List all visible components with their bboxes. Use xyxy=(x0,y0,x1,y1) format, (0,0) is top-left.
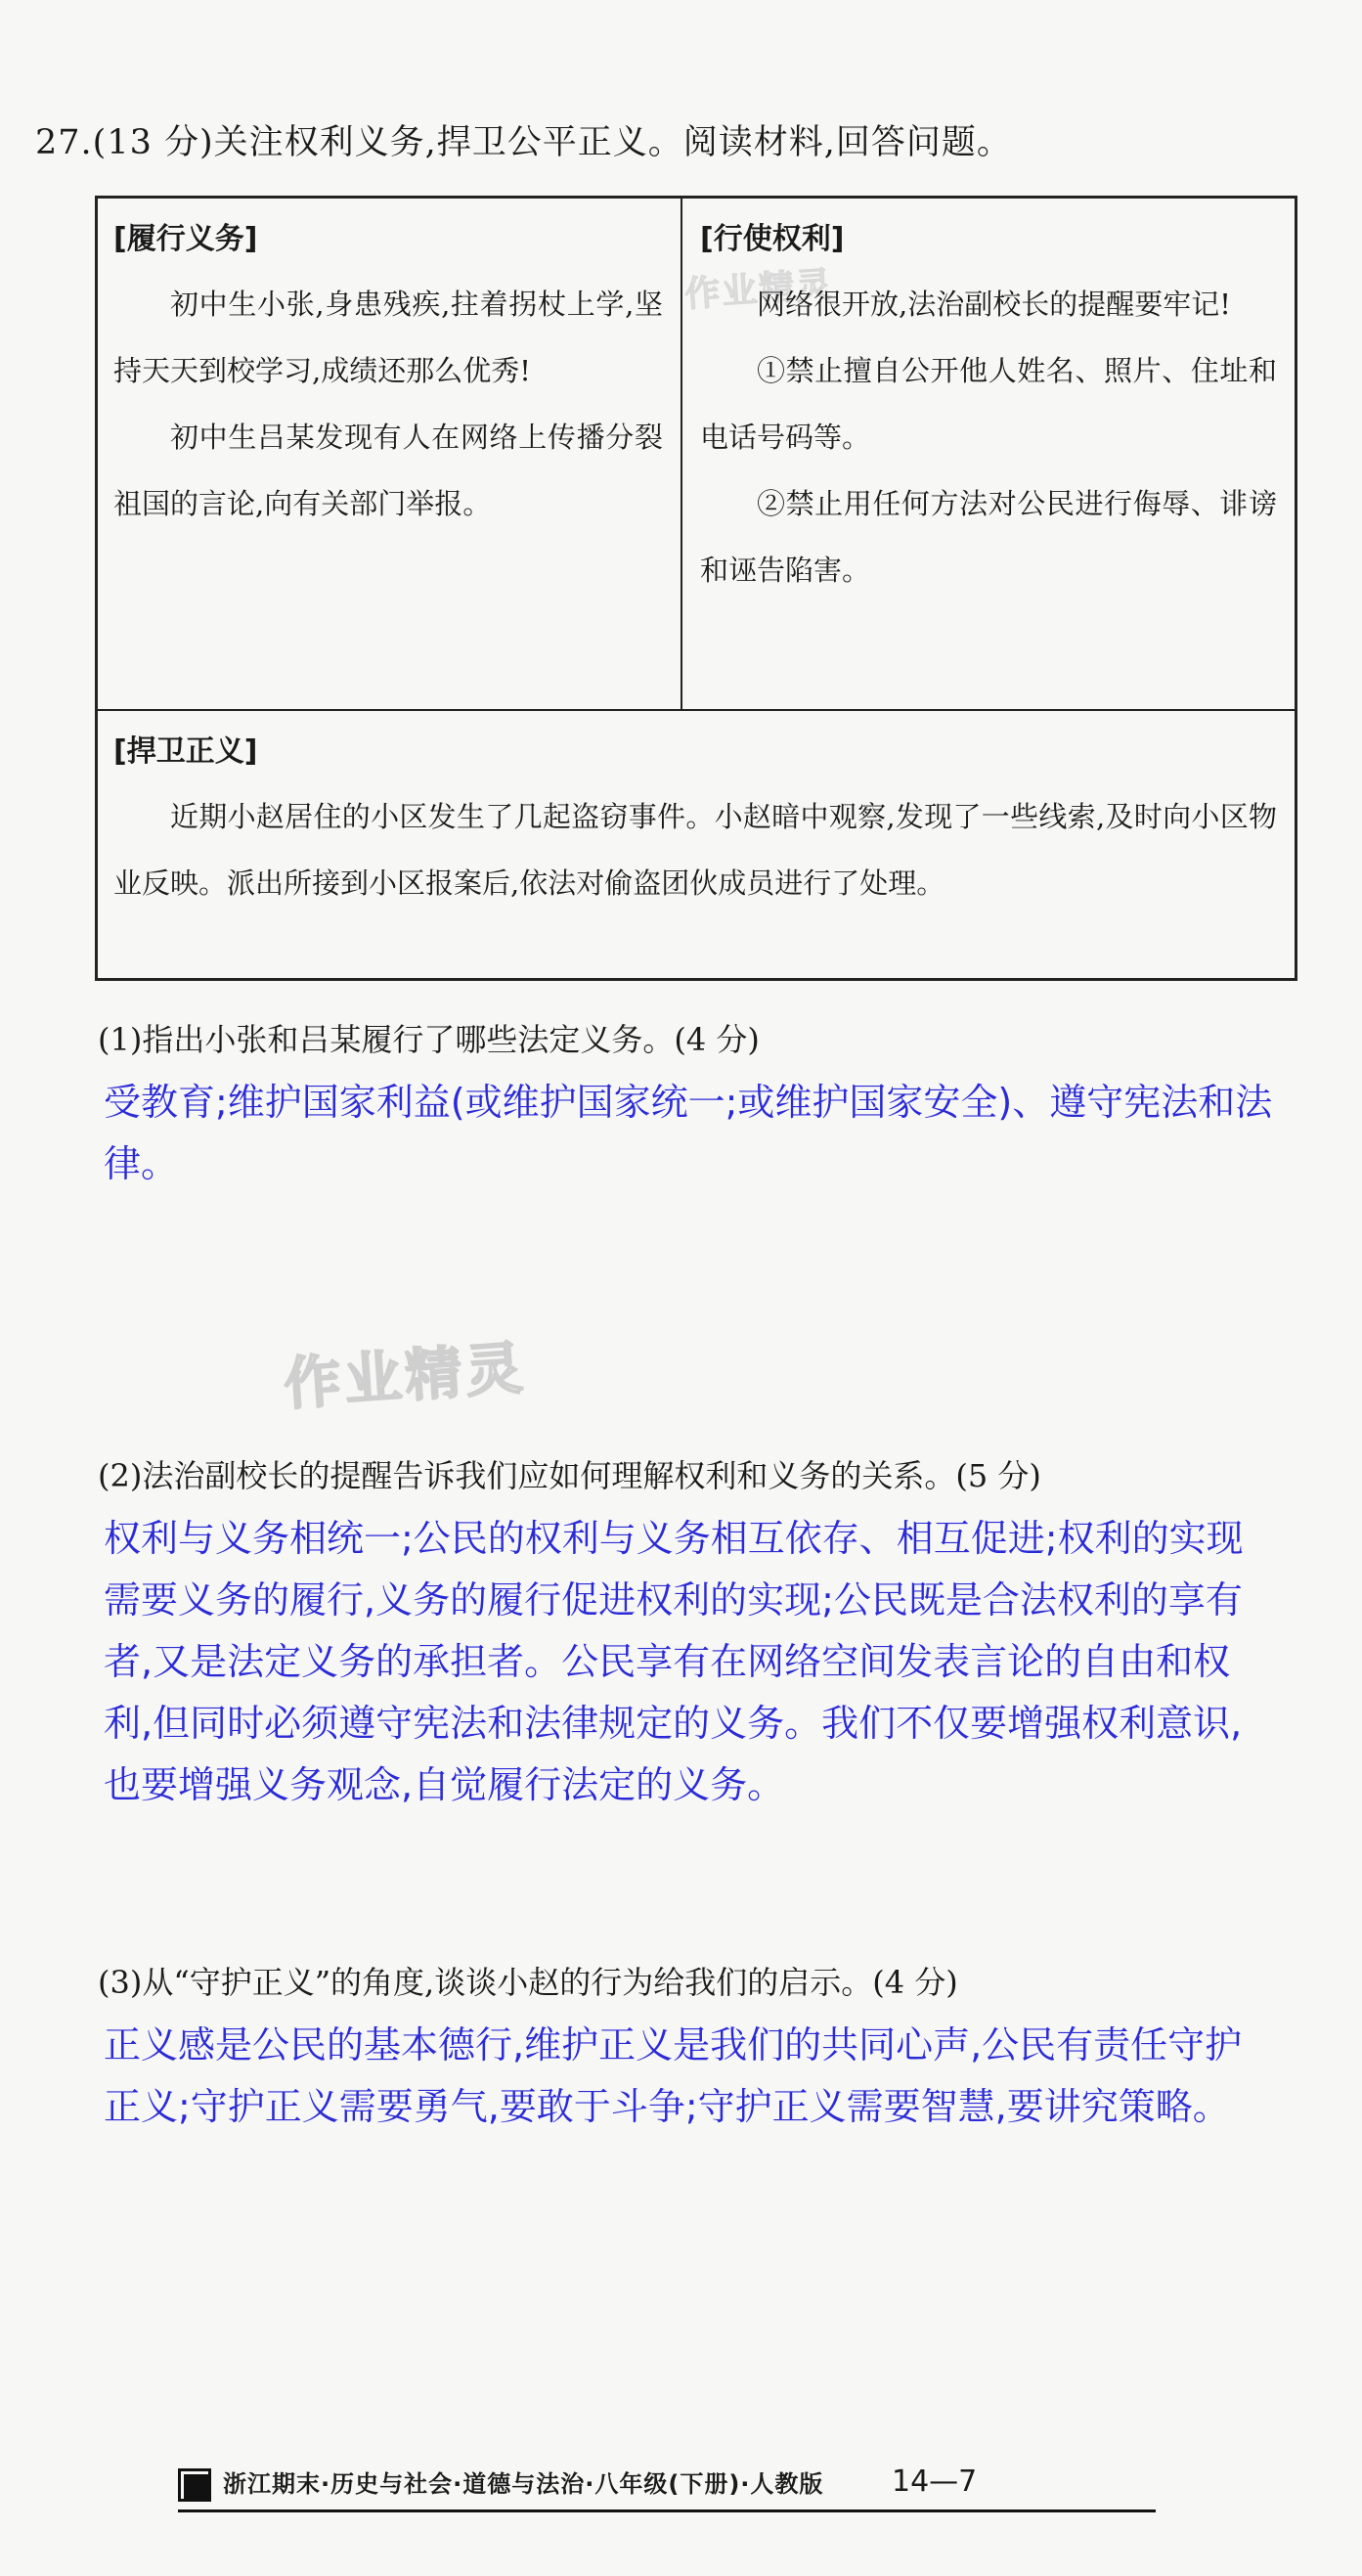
material-table xyxy=(95,196,1297,981)
justice-cell xyxy=(98,711,1295,978)
right-cell xyxy=(682,199,1295,709)
duty-paragraph: 初中生小张,身患残疾,拄着拐杖上学,坚持天天到校学习,成绩还那么优秀! xyxy=(113,288,663,387)
sub-question-1-prompt: (1)指出小张和吕某履行了哪些法定义务。(4 分) xyxy=(98,1021,760,1058)
sub-question-1-answer: 受教育;维护国家利益(或维护国家统一;或维护国家安全)、遵守宪法和法律。 xyxy=(104,1081,1273,1185)
duty-heading: [履行义务] xyxy=(113,222,258,256)
footer-series: 浙江期末·历史与社会·道德与法治·八年级(下册)·人教版 xyxy=(223,2470,824,2498)
sub-question-3-prompt: (3)从“守护正义”的角度,谈谈小赵的行为给我们的启示。(4 分) xyxy=(98,1964,958,2001)
right-paragraph: 网络很开放,法治副校长的提醒要牢记! xyxy=(757,288,1231,321)
question-title: 27.(13 分)关注权利义务,捍卫公平正义。阅读材料,回答问题。 xyxy=(35,123,1012,162)
right-paragraph: ①禁止擅自公开他人姓名、照片、住址和电话号码等。 xyxy=(700,354,1277,454)
sub-question-2-prompt: (2)法治副校长的提醒告诉我们应如何理解权利和义务的关系。(5 分) xyxy=(98,1457,1041,1494)
right-paragraph: ②禁止用任何方法对公民进行侮辱、诽谤和诬告陷害。 xyxy=(700,487,1277,587)
watermark-small: 作业精灵 xyxy=(682,264,835,316)
duty-paragraph: 初中生吕某发现有人在网络上传播分裂祖国的言论,向有关部门举报。 xyxy=(113,421,663,520)
watermark: 作业精灵 xyxy=(282,1334,529,1418)
footer xyxy=(178,2461,1156,2512)
right-heading: [行使权利] xyxy=(700,222,845,256)
footer-square-fill-icon xyxy=(184,2474,211,2502)
sub-question-3-answer: 正义感是公民的基本德行,维护正义是我们的共同心声,公民有责任守护正义;守护正义需要勇气,要敢于斗争;守护正义需要智慧,要讲究策略。 xyxy=(104,2023,1243,2128)
duty-cell xyxy=(98,199,682,709)
material-top-row xyxy=(98,199,1295,711)
page-number: 14—7 xyxy=(892,2465,978,2499)
sub-question-2-answer: 权利与义务相统一;公民的权利与义务相互依存、相互促进;权利的实现需要义务的履行,义务的履行促进权利的实现;公民既是合法权利的享有者,又是法定义务的承担者。公民享有在网络空间发表言论的自由和权利,但同时必须遵守宪法和法律规定的义务。我们不仅要增强权利意识,也要增强义务观念,自觉履行法定的义务。 xyxy=(104,1517,1244,1806)
justice-paragraph: 近期小赵居住的小区发生了几起盗窃事件。小赵暗中观察,发现了一些线索,及时向小区物业反映。派出所接到小区报案后,依法对偷盗团伙成员进行了处理。 xyxy=(113,800,1277,900)
justice-heading: [捍卫正义] xyxy=(113,734,258,769)
